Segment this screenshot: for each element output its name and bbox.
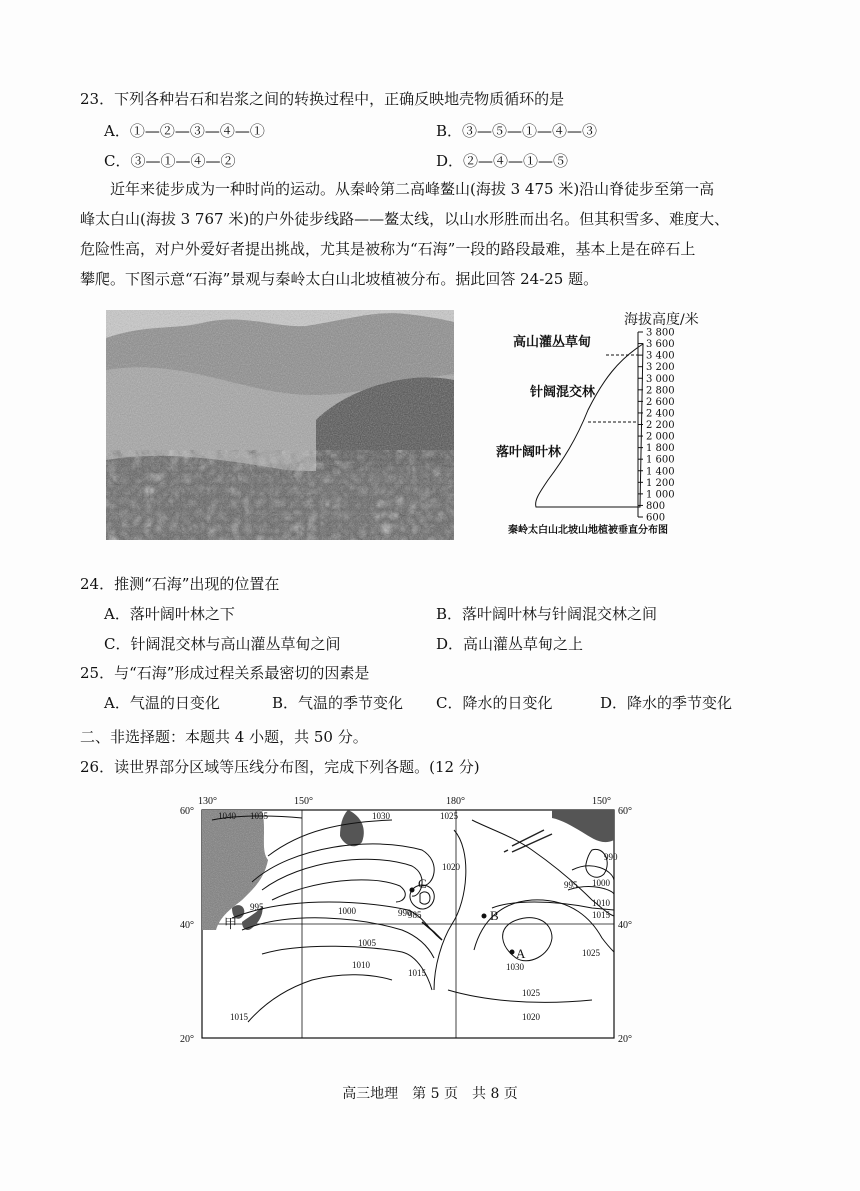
- q24-stem: 24．推测“石海”出现的位置在: [80, 575, 280, 593]
- q23-option-b: B．③—⑤—①—④—③: [436, 122, 598, 140]
- q25-option-d: D．降水的季节变化: [600, 694, 733, 712]
- q23-option-d: D．②—④—①—⑤: [436, 152, 569, 170]
- isobar-label-995-west: 995: [250, 902, 264, 912]
- veg-tick-label: 3 400: [646, 350, 675, 362]
- veg-tick-label: 1 200: [646, 477, 675, 489]
- isobar-label-1015-west: 1015: [408, 968, 426, 978]
- point-b-label: B: [490, 908, 499, 923]
- veg-tick-label: 2 600: [646, 396, 675, 408]
- veg-caption: 秦岭太白山北坡山地植被垂直分布图: [508, 525, 668, 536]
- point-c-label: C: [418, 876, 427, 891]
- veg-tick-label: 600: [646, 512, 666, 524]
- zone-deciduous-forest: 落叶阔叶林: [496, 445, 562, 460]
- q23-stem: 23．下列各种岩石和岩浆之间的转换过程中，正确反映地壳物质循环的是: [80, 90, 565, 108]
- lon-label-180: 180°: [446, 796, 465, 807]
- passage-line-4: 攀爬。下图示意“石海”景观与秦岭太白山北坡植被分布。据此回答 24-25 题。: [80, 270, 599, 288]
- isobar-label-1025: 1025: [440, 811, 458, 821]
- q26-stem: 26．读世界部分区域等压线分布图，完成下列各题。(12 分): [80, 758, 480, 776]
- stone-sea-photo: [106, 310, 454, 540]
- passage-line-1: 近年来徒步成为一种时尚的运动。从秦岭第二高峰鳌山(海拔 3 475 米)沿山脊徒步至第一高: [110, 180, 715, 198]
- veg-tick-label: 1 400: [646, 466, 675, 478]
- isobar-label-1015-east: 1015: [592, 910, 610, 920]
- q23-option-a: A．①—②—③—④—①: [104, 122, 265, 140]
- q24-option-a: A．落叶阔叶林之下: [104, 605, 235, 623]
- q24-option-d: D．高山灌丛草甸之上: [436, 635, 584, 653]
- isobar-label-1000-west: 1000: [338, 906, 356, 916]
- lat-label-60-right: 60°: [618, 806, 632, 817]
- veg-tick-group: [638, 328, 675, 524]
- passage-line-2: 峰太白山(海拔 3 767 米)的户外徒步线路——鳌太线，以山水形胜而出名。但其积雪多、难度大、: [80, 210, 730, 228]
- isobar-label-1030-a: 1030: [506, 962, 524, 972]
- lat-label-40-left: 40°: [180, 920, 194, 931]
- veg-tick-label: 800: [646, 500, 666, 512]
- q24-option-c: C．针阔混交林与高山灌丛草甸之间: [104, 635, 341, 653]
- lon-label-150w: 150°: [294, 796, 313, 807]
- isobar-label-1030: 1030: [372, 811, 390, 821]
- isobar-label-1025-south: 1025: [522, 988, 540, 998]
- veg-axis-title: 海拔高度/米: [624, 312, 699, 328]
- veg-tick-label: 1 800: [646, 443, 675, 455]
- isobar-label-995-east: 995: [564, 880, 578, 890]
- isobar-label-1015-southwest: 1015: [230, 1012, 248, 1022]
- isobar-label-1010-west: 1010: [352, 960, 370, 970]
- isobar-label-1010-east: 1010: [592, 898, 610, 908]
- veg-tick-label: 3 200: [646, 362, 675, 374]
- isobar-label-1000-east: 1000: [592, 878, 610, 888]
- veg-tick-label: 1 600: [646, 454, 675, 466]
- q25-option-b: B．气温的季节变化: [272, 694, 404, 712]
- point-jia-label: 甲: [224, 916, 238, 931]
- veg-tick-label: 3 800: [646, 327, 675, 339]
- lat-label-60-left: 60°: [180, 806, 194, 817]
- point-a-label: A: [516, 946, 526, 961]
- q25-option-c: C．降水的日变化: [436, 694, 553, 712]
- isobar-label-1035: 1035: [250, 811, 268, 821]
- isobar-label-985: 985: [408, 910, 422, 920]
- q25-stem: 25．与“石海”形成过程关系最密切的因素是: [80, 664, 370, 682]
- isobar-label-1020-north: 1020: [442, 862, 460, 872]
- isobar-label-990: 990: [398, 908, 412, 918]
- veg-tick-label: 3 600: [646, 339, 675, 351]
- lat-label-40-right: 40°: [618, 920, 632, 931]
- passage-line-3: 危险性高，对户外爱好者提出挑战，尤其是被称为“石海”一段的路段最难，基本上是在碎石上: [80, 240, 696, 258]
- isobar-label-1005: 1005: [358, 938, 376, 948]
- veg-tick-label: 1 000: [646, 489, 675, 501]
- isobar-label-1025-east: 1025: [582, 948, 600, 958]
- isobar-label-990-east: 990: [604, 852, 618, 862]
- veg-tick-label: 2 000: [646, 431, 675, 443]
- isobar-label-1020-south: 1020: [522, 1012, 540, 1022]
- lat-label-20-left: 20°: [180, 1034, 194, 1045]
- zone-mixed-forest: 针阔混交林: [530, 385, 596, 400]
- q25-option-a: A．气温的日变化: [104, 694, 220, 712]
- page-footer: 高三地理 第 5 页 共 8 页: [342, 1086, 518, 1102]
- q23-option-c: C．③—①—④—②: [104, 152, 236, 170]
- section-2-heading: 二、非选择题：本题共 4 小题，共 50 分。: [80, 728, 368, 746]
- q24-option-b: B．落叶阔叶林与针阔混交林之间: [436, 605, 658, 623]
- veg-tick-label: 3 000: [646, 373, 675, 385]
- isobar-map: [172, 790, 642, 1045]
- lon-label-130: 130°: [198, 796, 217, 807]
- vegetation-chart: [488, 310, 728, 542]
- lat-label-20-right: 20°: [618, 1034, 632, 1045]
- isobar-label-1040: 1040: [218, 811, 236, 821]
- veg-tick-label: 2 200: [646, 420, 675, 431]
- lon-label-150e: 150°: [592, 796, 611, 807]
- veg-tick-label: 2 400: [646, 408, 675, 420]
- zone-alpine-meadow: 高山灌丛草甸: [513, 335, 592, 350]
- veg-tick-label: 2 800: [646, 385, 675, 397]
